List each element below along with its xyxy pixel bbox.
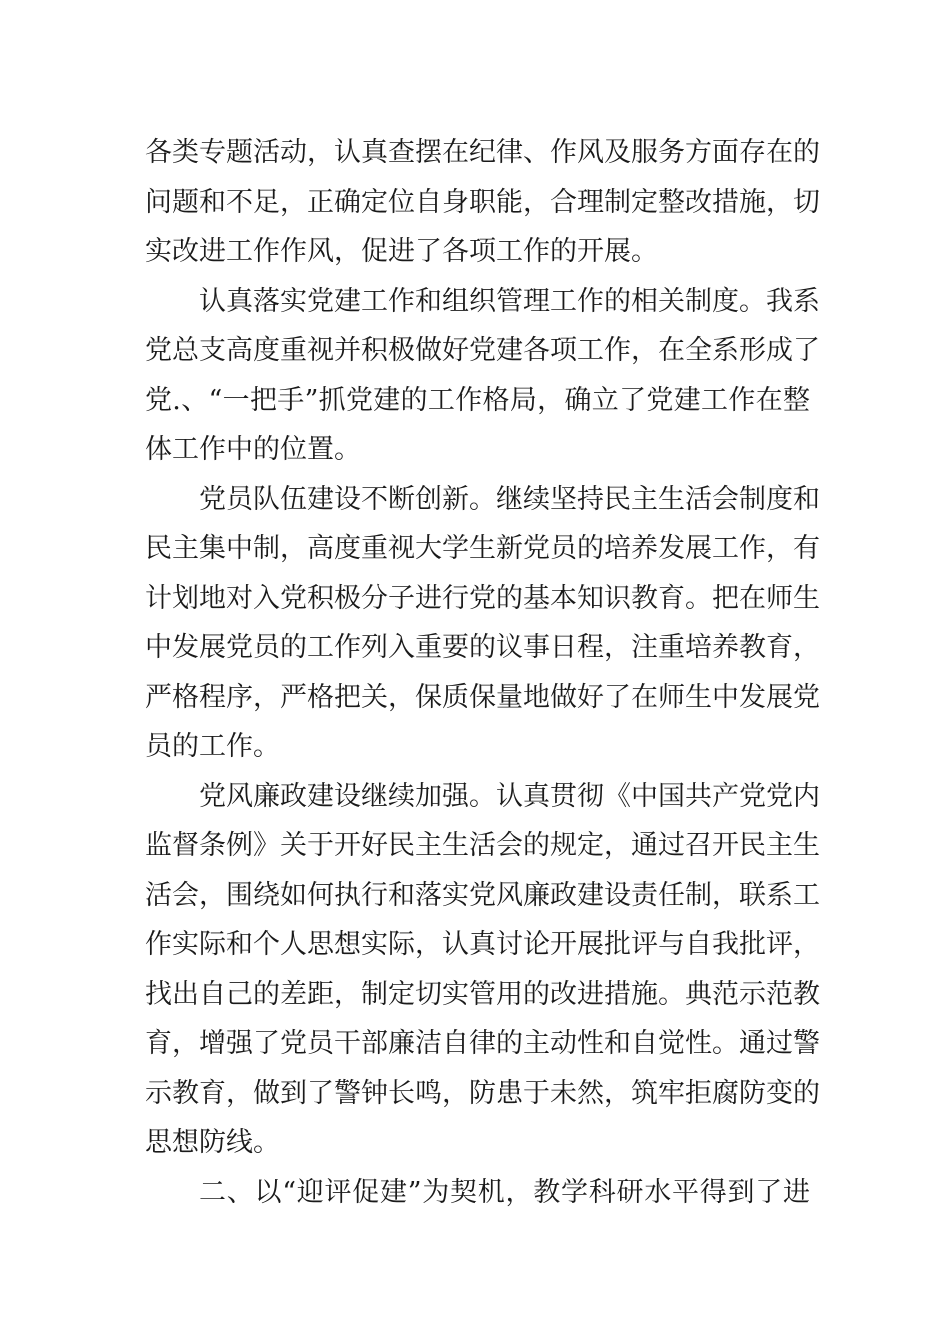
text-line: 示教育，做到了警钟长鸣，防患于未然，筑牢拒腐防变的 — [145, 1077, 820, 1109]
paragraph — [145, 277, 820, 475]
text-line: 计划地对入党积极分子进行党的基本知识教育。把在师生 — [145, 582, 820, 614]
text-line: 活会，围绕如何执行和落实党风廉政建设责任制，联系工 — [145, 879, 820, 911]
paragraph — [145, 1168, 810, 1218]
text-line: 各类专题活动，认真查摆在纪律、作风及服务方面存在的 — [145, 137, 820, 168]
text-line: 民主集中制，高度重视大学生新党员的培养发展工作，有 — [145, 533, 820, 564]
text-line: 实改进工作作风，促进了各项工作的开展。 — [145, 236, 658, 267]
document-body — [145, 128, 820, 1217]
text-line: 体工作中的位置。 — [145, 434, 361, 465]
text-line: 党总支高度重视并积极做好党建各项工作，在全系形成了 — [145, 335, 820, 366]
text-line: 育，增强了党员干部廉洁自律的主动性和自觉性。通过警 — [145, 1028, 820, 1059]
text-line: 二、以“迎评促建”为契机，教学科研水平得到了进 — [199, 1176, 810, 1208]
text-line: 监督条例》关于开好民主生活会的规定，通过召开民主生 — [145, 830, 820, 861]
text-line: 找出自己的差距，制定切实管用的改进措施。典范示范教 — [145, 978, 820, 1010]
text-line: 思想防线。 — [145, 1127, 280, 1158]
text-line: 严格程序，严格把关，保质保量地做好了在师生中发展党 — [145, 681, 820, 713]
text-line: 作实际和个人思想实际，认真讨论开展批评与自我批评， — [145, 929, 820, 960]
text-line: 党.、“一把手”抓党建的工作格局，确立了党建工作在整 — [145, 384, 810, 416]
text-line: 党风廉政建设继续加强。认真贯彻《中国共产党党内 — [199, 780, 820, 812]
text-line: 中发展党员的工作列入重要的议事日程，注重培养教育， — [145, 632, 820, 663]
text-line: 问题和不足，正确定位自身职能，合理制定整改措施，切 — [145, 186, 820, 218]
text-line: 党员队伍建设不断创新。继续坚持民主生活会制度和 — [199, 483, 820, 515]
paragraph — [145, 128, 820, 277]
paragraph — [145, 475, 820, 772]
text-line: 认真落实党建工作和组织管理工作的相关制度。我系 — [199, 285, 820, 317]
paragraph — [145, 772, 820, 1168]
text-line: 员的工作。 — [145, 731, 280, 762]
